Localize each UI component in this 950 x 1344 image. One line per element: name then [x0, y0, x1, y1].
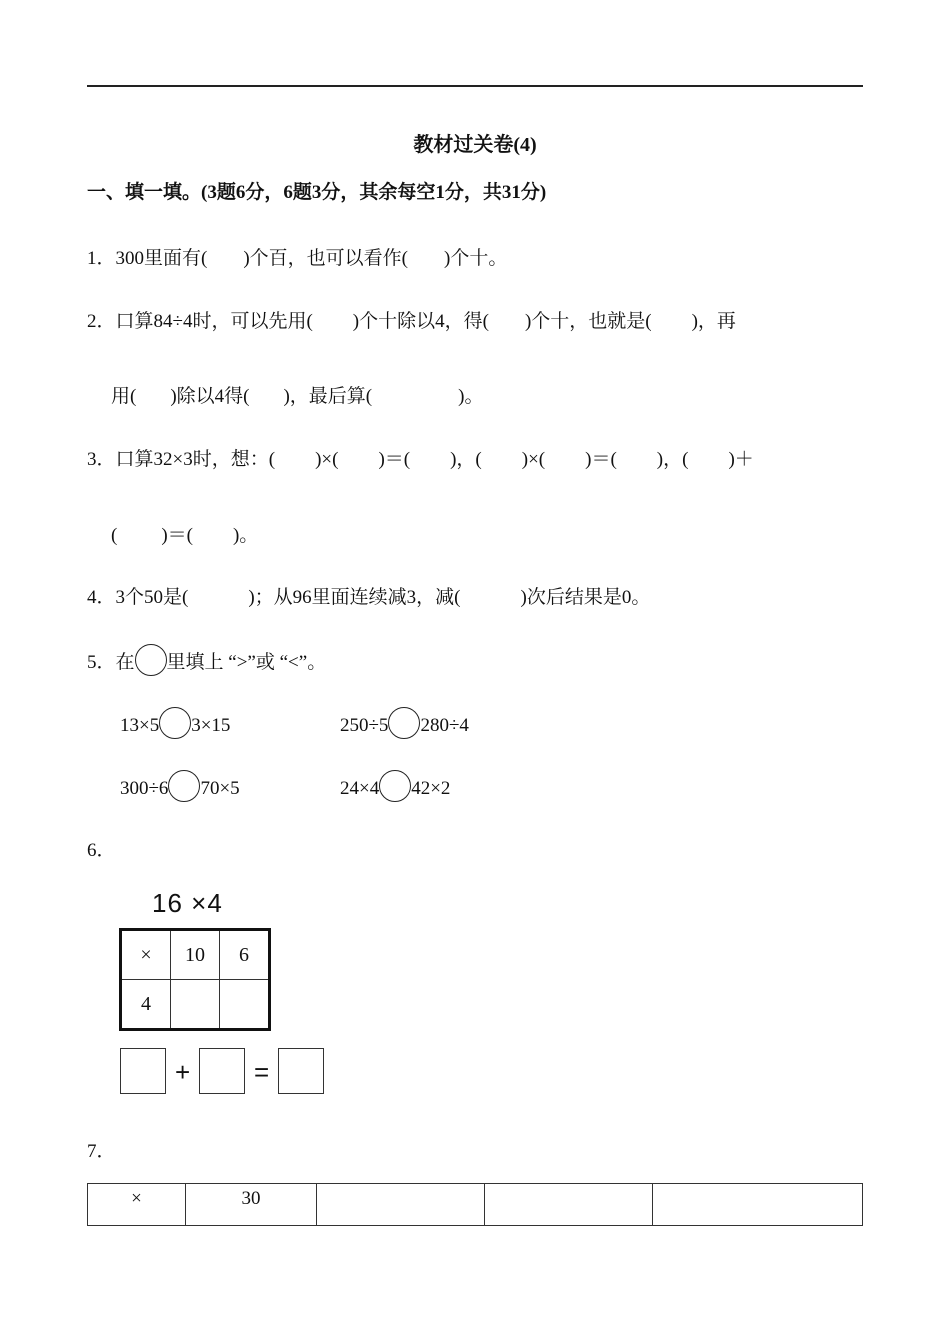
compare-circle[interactable] — [379, 770, 411, 802]
compare-circle[interactable] — [168, 770, 200, 802]
grid-cell: 6 — [220, 930, 270, 980]
question-3-line-1: 3．口算32×3时，想：( )×( )＝( )，( )×( )＝( )，( )＋ — [87, 449, 754, 470]
compare-item: 24×4 42×2 — [340, 770, 450, 802]
page-title: 教材过关卷(4) — [413, 134, 537, 156]
question-3-line-2: ( )＝( )。 — [111, 525, 259, 546]
question-7-number: 7． — [87, 1141, 116, 1162]
compare-item: 13×5 3×15 — [120, 707, 230, 739]
question-2-line-1: 2．口算84÷4时，可以先用( )个十除以4，得( )个十，也就是( )，再 — [87, 311, 736, 332]
compare-item: 250÷5 280÷4 — [340, 707, 469, 739]
plus-sign: + — [175, 1057, 191, 1087]
question-5: 5．在 里填上 “>”或 “<”。 — [87, 644, 326, 676]
grid-cell: 10 — [171, 930, 220, 980]
compare-circle[interactable] — [159, 707, 191, 739]
table-cell: 30 — [186, 1184, 317, 1226]
question-1: 1．300里面有( )个百，也可以看作( )个十。 — [87, 248, 508, 269]
compare-circle[interactable] — [388, 707, 420, 739]
q6-multiplication-grid — [119, 928, 271, 1031]
question-6-number: 6． — [87, 840, 116, 861]
grid-cell: 4 — [121, 980, 171, 1030]
compare-circle — [135, 644, 167, 676]
answer-box[interactable] — [199, 1048, 245, 1094]
table-answer-cell[interactable] — [485, 1184, 653, 1226]
table-answer-cell[interactable] — [317, 1184, 485, 1226]
grid-answer-cell[interactable] — [220, 980, 270, 1030]
question-2-line-2: 用( )除以4得( )，最后算( )。 — [111, 386, 484, 407]
equals-sign: = — [254, 1057, 270, 1087]
q6-expression: 16 ×4 — [152, 888, 223, 918]
answer-box[interactable] — [278, 1048, 324, 1094]
grid-answer-cell[interactable] — [171, 980, 220, 1030]
grid-cell: × — [121, 930, 171, 980]
table-cell: × — [88, 1184, 186, 1226]
compare-item: 300÷6 70×5 — [120, 770, 240, 802]
answer-box[interactable] — [120, 1048, 166, 1094]
question-4: 4．3个50是( )；从96里面连续减3，减( )次后结果是0。 — [87, 587, 651, 608]
top-rule — [87, 85, 863, 87]
q7-table — [87, 1183, 863, 1226]
section-heading: 一、填一填。(3题6分，6题3分，其余每空1分，共31分) — [87, 182, 547, 203]
table-answer-cell[interactable] — [653, 1184, 863, 1226]
